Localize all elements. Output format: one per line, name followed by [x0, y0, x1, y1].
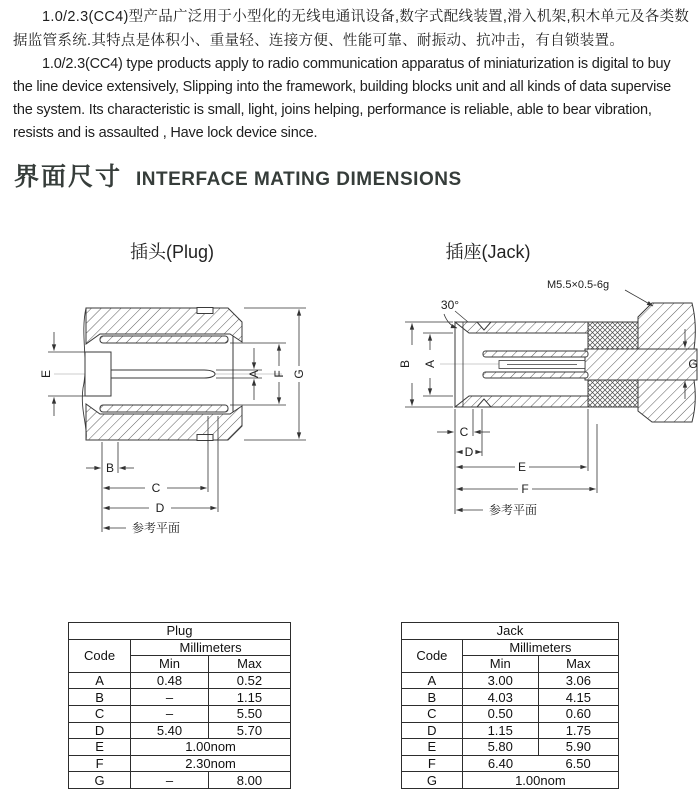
plug-table-title: Plug: [69, 623, 291, 640]
plug-dim-e: E: [39, 369, 53, 379]
table-row: [69, 739, 291, 756]
jack-thread-note: M5.5×0.5-6g: [547, 279, 610, 291]
table-row: [402, 772, 619, 789]
plug-dimension-labels: [39, 369, 306, 535]
table-row: [69, 689, 291, 706]
cell-min: 4.03: [462, 689, 538, 706]
jack-dim-d: D: [464, 445, 474, 459]
cell-code: C: [69, 705, 131, 722]
cell-max: 0.52: [208, 672, 290, 689]
plug-ref-plane-label: 参考平面: [132, 521, 181, 535]
cell-min: 0.48: [131, 672, 209, 689]
plug-dim-a: A: [247, 369, 261, 379]
intro-paragraph-english: 1.0/2.3(CC4) type products apply to radio communication apparatus of miniaturization is digital to buy the line device extensively, Slipping into the framework, building blocks unit and all kinds of data supervise the system. Its characteristic is small, light, joins helping, performance is reliable, able to bear vibration, resists and is assaulted , Have lock device since.: [13, 56, 671, 141]
section-title-chinese: 界面尺寸: [14, 163, 123, 191]
jack-table-header-code: Code: [402, 639, 463, 672]
plug-table-header-unit: Millimeters: [131, 639, 291, 656]
jack-dim-e: E: [517, 460, 527, 474]
jack-diagram-caption: 插座(Jack): [445, 242, 531, 262]
cell-max: 1.15: [208, 689, 290, 706]
jack-technical-drawing: [395, 265, 700, 555]
jack-ref-plane-label: 参考平面: [489, 503, 538, 517]
plug-dimension-table: [68, 622, 291, 789]
jack-dim-c: C: [459, 425, 469, 439]
cell-min: 3.00: [462, 672, 538, 689]
cell-max: 5.50: [208, 705, 290, 722]
cell-min: 5.80: [462, 739, 538, 756]
plug-technical-drawing: [40, 290, 340, 555]
cell-code: A: [69, 672, 131, 689]
table-row: [402, 739, 619, 756]
table-row: [69, 672, 291, 689]
jack-dim-g: G: [688, 357, 698, 371]
cell-nominal: 1.00nom: [131, 739, 291, 756]
cell-min: –: [131, 689, 209, 706]
plug-diagram-caption: 插头(Plug): [129, 242, 214, 262]
table-row: [69, 705, 291, 722]
section-title-english: INTERFACE MATING DIMENSIONS: [136, 169, 462, 190]
cell-code: F: [402, 755, 463, 772]
plug-table-header-min: Min: [131, 656, 209, 673]
jack-body: [440, 303, 697, 422]
jack-table-header-unit: Millimeters: [462, 639, 618, 656]
jack-dimension-table: [401, 622, 619, 789]
cell-code: B: [69, 689, 131, 706]
cell-nominal: 2.30nom: [131, 755, 291, 772]
plug-table-header-max: Max: [208, 656, 290, 673]
cell-code: D: [402, 722, 463, 739]
plug-dim-b: B: [105, 461, 115, 475]
section-title: [14, 157, 462, 193]
cell-max: 0.60: [538, 705, 618, 722]
cell-max: 6.50: [538, 755, 618, 772]
cell-nominal: 1.00nom: [462, 772, 618, 789]
cell-code: G: [402, 772, 463, 789]
cell-max: 3.06: [538, 672, 618, 689]
table-row: [402, 705, 619, 722]
table-row: [69, 722, 291, 739]
jack-table-title: Jack: [402, 623, 619, 640]
jack-dim-f: F: [521, 482, 529, 496]
cell-max: 5.70: [208, 722, 290, 739]
jack-table-header-max: Max: [538, 656, 618, 673]
plug-dim-c: C: [151, 481, 161, 495]
jack-dim-b: B: [398, 359, 412, 369]
table-row: [402, 722, 619, 739]
plug-dim-g: G: [292, 369, 306, 379]
cell-code: E: [69, 739, 131, 756]
cell-min: 5.40: [131, 722, 209, 739]
cell-code: G: [69, 772, 131, 789]
plug-table-header-code: Code: [69, 639, 131, 672]
table-row: [402, 672, 619, 689]
jack-angle-note: 30°: [440, 298, 460, 312]
cell-code: A: [402, 672, 463, 689]
jack-table-header-min: Min: [462, 656, 538, 673]
cell-code: D: [69, 722, 131, 739]
cell-max: 1.75: [538, 722, 618, 739]
cell-code: C: [402, 705, 463, 722]
intro-paragraph-chinese: 1.0/2.3(CC4)型产品广泛用于小型化的无线电通讯设备,数字式配线装置,滑入机架,积木单元及各类数据监管系统.其特点是体积小、重量轻、连接方便、性能可靠、耐振动、抗冲击，有自锁装置。: [13, 9, 690, 49]
cell-code: B: [402, 689, 463, 706]
table-row: [402, 689, 619, 706]
cell-max: 8.00: [208, 772, 290, 789]
table-row: [69, 772, 291, 789]
table-row: [69, 755, 291, 772]
cell-min: 0.50: [462, 705, 538, 722]
plug-dim-f: F: [272, 370, 286, 378]
cell-min: –: [131, 705, 209, 722]
cell-code: E: [402, 739, 463, 756]
cell-min: 6.40: [462, 755, 538, 772]
jack-dim-a: A: [423, 359, 437, 369]
plug-dim-d: D: [155, 501, 165, 515]
cell-min: –: [131, 772, 209, 789]
cell-code: F: [69, 755, 131, 772]
table-row: [402, 755, 619, 772]
cell-min: 1.15: [462, 722, 538, 739]
cell-max: 4.15: [538, 689, 618, 706]
cell-max: 5.90: [538, 739, 618, 756]
intro-text: [13, 5, 691, 145]
